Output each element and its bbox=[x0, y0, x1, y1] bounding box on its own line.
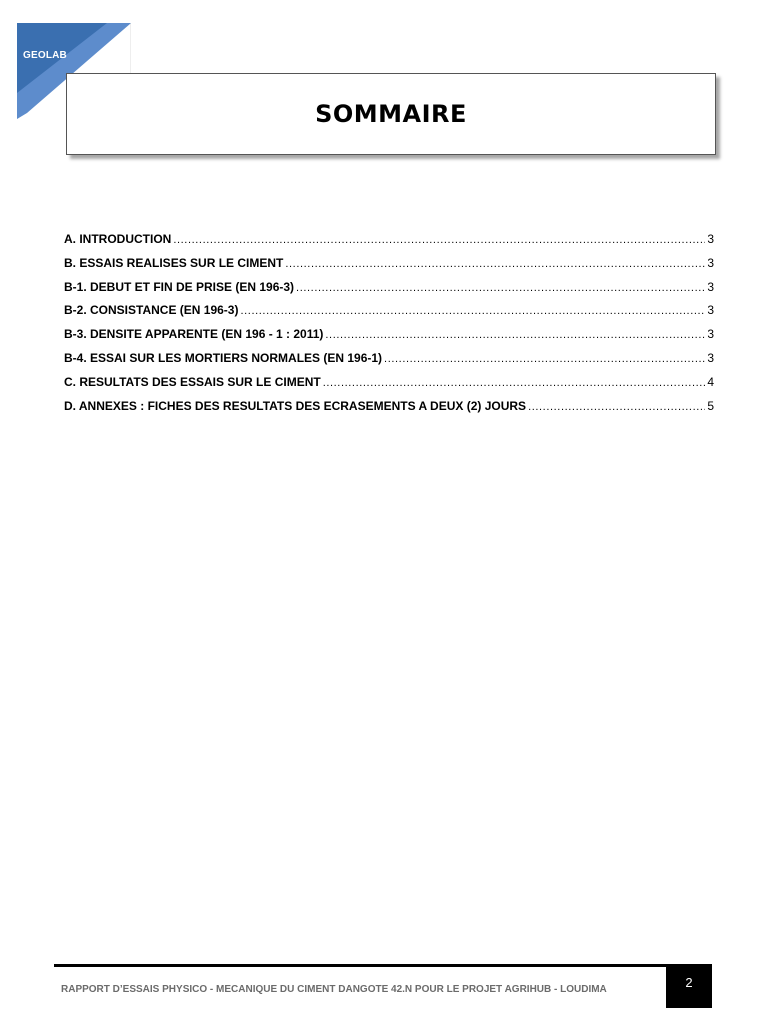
toc-entry-page: 3 bbox=[707, 232, 714, 246]
toc-entry[interactable] bbox=[64, 327, 714, 351]
toc-entry-label: B. ESSAIS REALISES SUR LE CIMENT bbox=[64, 255, 284, 270]
toc-entry[interactable] bbox=[64, 375, 714, 399]
toc-leader-dots bbox=[240, 305, 705, 317]
toc-entry[interactable] bbox=[64, 399, 714, 423]
toc-entry-page: 3 bbox=[707, 255, 714, 270]
page-number: 2 bbox=[685, 975, 693, 990]
toc-entry-label: D. ANNEXES : FICHES DES RESULTATS DES ECRASEMENTS A DEUX (2) JOURS bbox=[64, 398, 527, 413]
toc-entry-page: 5 bbox=[707, 398, 714, 413]
footer-text: RAPPORT D’ESSAIS PHYSICO - MECANIQUE DU CIMENT DANGOTE 42.N POUR LE PROJET AGRIHUB - LOUDIMA bbox=[61, 984, 607, 995]
footer-divider bbox=[54, 964, 712, 967]
toc-entry-label: A. INTRODUCTION bbox=[64, 232, 172, 246]
toc-leader-dots bbox=[325, 329, 705, 341]
toc-entry[interactable] bbox=[64, 351, 714, 375]
toc-leader-dots bbox=[173, 234, 705, 246]
toc-leader-dots bbox=[285, 258, 705, 270]
title-box bbox=[66, 73, 716, 155]
toc-entry-label: B-2. CONSISTANCE (EN 196-3) bbox=[64, 303, 239, 318]
logo-text: GEOLAB bbox=[23, 50, 67, 61]
toc-entry-page: 3 bbox=[707, 327, 714, 342]
toc-leader-dots bbox=[528, 401, 705, 413]
toc-entry[interactable] bbox=[64, 303, 714, 327]
toc-entry[interactable] bbox=[64, 232, 714, 256]
page-number-box bbox=[666, 965, 712, 1008]
toc-entry-page: 3 bbox=[707, 303, 714, 318]
toc-leader-dots bbox=[323, 377, 706, 389]
toc-entry-page: 3 bbox=[707, 350, 714, 365]
toc-entry-label: B-4. ESSAI SUR LES MORTIERS NORMALES (EN 196-1) bbox=[64, 350, 383, 365]
toc-entry-label: B-3. DENSITE APPARENTE (EN 196 - 1 : 2011) bbox=[64, 327, 324, 342]
toc-entry[interactable] bbox=[64, 256, 714, 280]
toc-entry-page: 3 bbox=[707, 279, 714, 294]
toc-entry[interactable] bbox=[64, 280, 714, 304]
page-title: SOMMAIRE bbox=[315, 100, 467, 128]
table-of-contents bbox=[64, 232, 714, 422]
toc-leader-dots bbox=[296, 282, 705, 294]
toc-entry-page: 4 bbox=[707, 374, 714, 389]
toc-entry-label: C. RESULTATS DES ESSAIS SUR LE CIMENT bbox=[64, 374, 321, 389]
toc-leader-dots bbox=[384, 353, 705, 365]
toc-entry-label: B-1. DEBUT ET FIN DE PRISE (EN 196-3) bbox=[64, 279, 295, 294]
